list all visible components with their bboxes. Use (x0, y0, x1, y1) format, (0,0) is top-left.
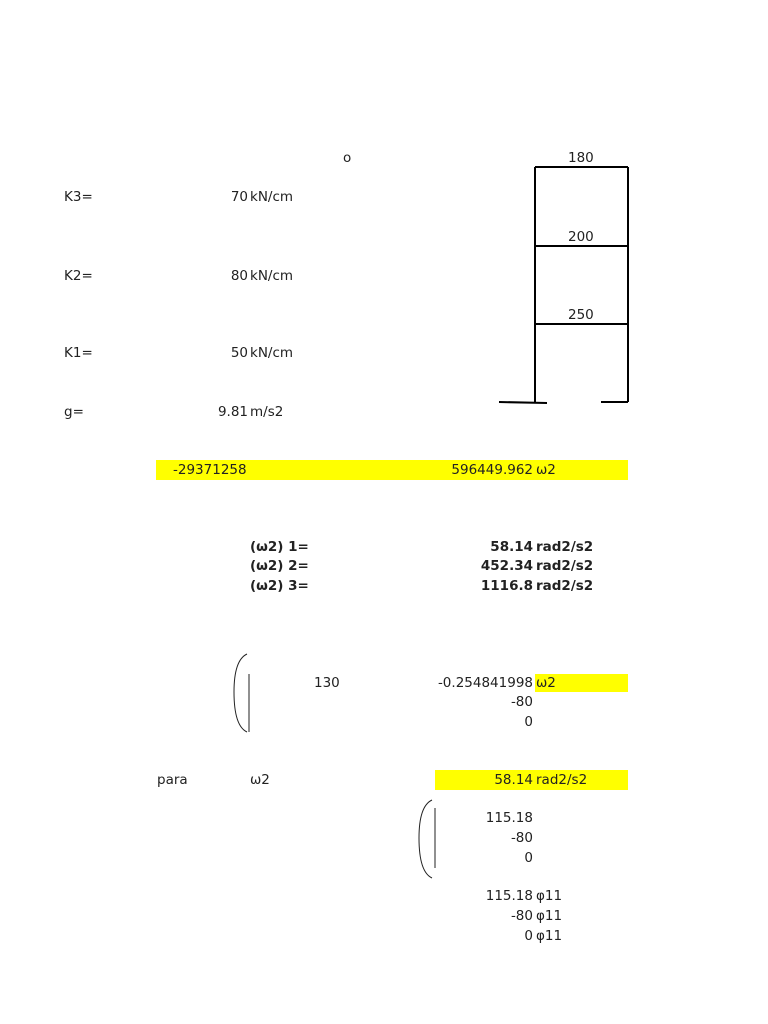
para-value: 58.14 (494, 772, 533, 788)
left-bracket-icon (419, 800, 432, 878)
mode-shape-value: -80 (510, 908, 533, 924)
mode-shape-symbol: φ11 (536, 908, 563, 924)
stiffness-label: K2= (64, 268, 93, 284)
para-unit: rad2/s2 (536, 772, 588, 788)
left-bracket-icon (234, 654, 247, 732)
mode-vector-value: 0 (524, 850, 533, 866)
para-omega-symbol: ω2 (250, 772, 270, 788)
mode-vector-value: 115.18 (485, 810, 533, 826)
stiffness-value: 50 (230, 345, 248, 361)
equation-left-value: -29371258 (173, 462, 247, 478)
gravity-unit: m/s2 (250, 404, 284, 420)
eigenvalue-unit: rad2/s2 (536, 558, 594, 574)
stiffness-unit: kN/cm (250, 268, 294, 284)
equation-right-value: 596449.962 (451, 462, 533, 478)
matrix-omega-symbol: ω2 (536, 675, 556, 691)
frame-left-support (499, 402, 547, 403)
stiffness-unit: kN/cm (250, 345, 294, 361)
mode-shape-symbol: φ11 (536, 928, 563, 944)
para-label: para (157, 772, 188, 788)
mode-shape-symbol: φ11 (536, 888, 563, 904)
equation-omega-symbol: ω2 (536, 462, 556, 478)
stiffness-label: K3= (64, 189, 93, 205)
mode-vector-value: -80 (510, 830, 533, 846)
eigenvalue-unit: rad2/s2 (536, 578, 594, 594)
matrix-col-value: -0.254841998 (437, 675, 533, 691)
gravity-value: 9.81 (217, 404, 248, 420)
mode-shape-value: 0 (524, 928, 533, 944)
eigenvalue-value: 58.14 (490, 539, 533, 555)
eigenvalue-value: 1116.8 (480, 578, 533, 594)
gravity-label: g= (64, 404, 84, 420)
stiffness-value: 80 (230, 268, 248, 284)
matrix-first-value: 130 (314, 675, 340, 691)
floor-label-bottom: 250 (568, 307, 594, 323)
floor-label-top: 180 (568, 150, 594, 166)
eigenvalue-label: (ω2) 2= (250, 558, 309, 574)
matrix-col-value: 0 (524, 714, 533, 730)
mode-shape-value: 115.18 (485, 888, 533, 904)
matrix-col-value: -80 (510, 694, 533, 710)
o-mark: o (343, 150, 352, 166)
stiffness-label: K1= (64, 345, 93, 361)
eigenvalue-label: (ω2) 1= (250, 539, 309, 555)
eigenvalue-value: 452.34 (480, 558, 533, 574)
eigenvalue-label: (ω2) 3= (250, 578, 309, 594)
stiffness-value: 70 (230, 189, 248, 205)
floor-label-middle: 200 (568, 229, 594, 245)
stiffness-unit: kN/cm (250, 189, 294, 205)
eigenvalue-unit: rad2/s2 (536, 539, 594, 555)
